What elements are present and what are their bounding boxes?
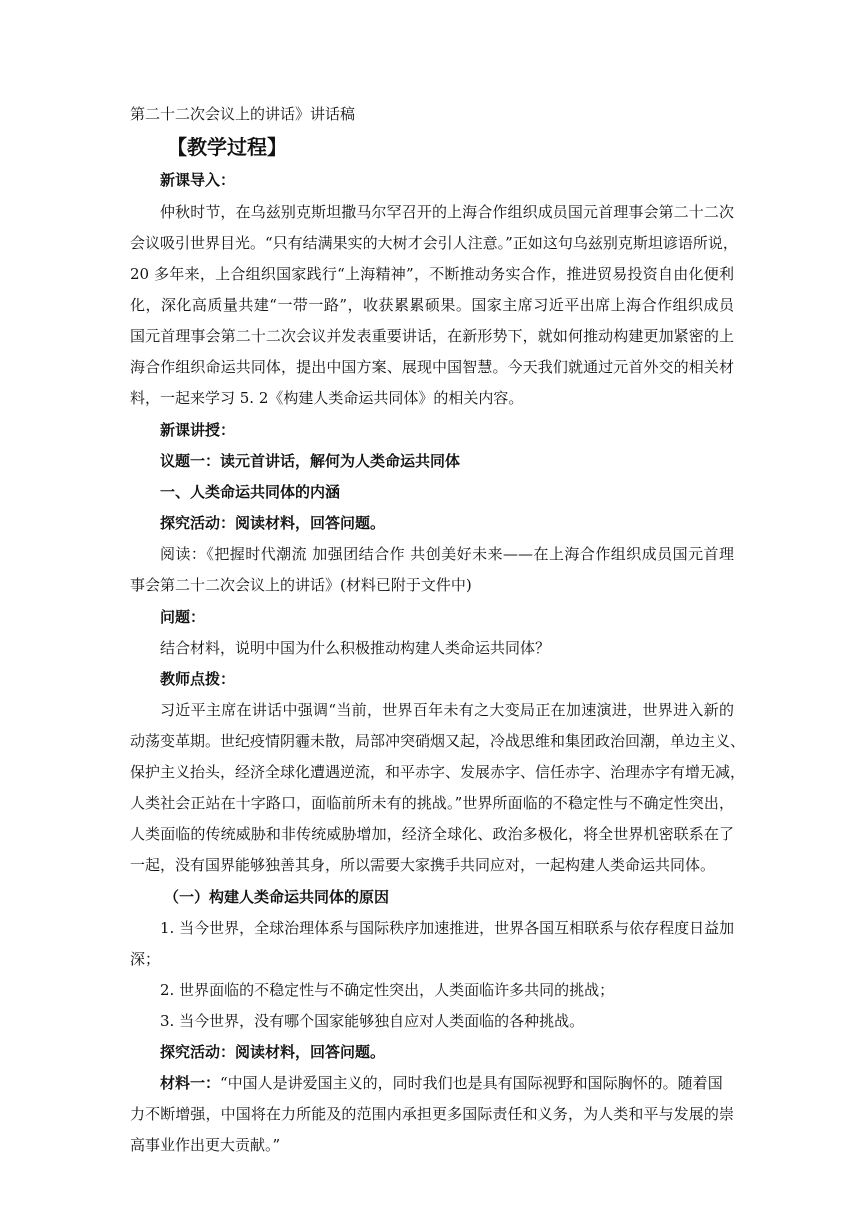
paragraph-line: 动荡变革期。世纪疫情阴霾未散，局部冲突硝烟又起，冷战思维和集团政治回潮，单边主义、 [130,732,746,750]
subheading: 新课讲授： [160,421,236,439]
paragraph-line: 保护主义抬头，经济全球化遭遇逆流，和平赤字、发展赤字、信任赤字、治理赤字有增无减， [130,763,746,781]
paragraph-line: 料，一起来学习 5. 2《构建人类命运共同体》的相关内容。 [130,389,524,407]
document-page [130,0,746,1216]
activity-heading: 探究活动：阅读材料，回答问题。 [160,1043,386,1061]
list-item: 3. 当今世界，没有哪个国家能够独自应对人类面临的各种挑战。 [160,1012,585,1030]
list-item-continuation: 深； [130,950,161,968]
material-label: 材料一： [160,1074,221,1092]
subheading: 新课导入： [160,171,236,189]
material-text: “中国人是讲爱国主义的，同时我们也是具有国际视野和国际胸怀的。随着国 [220,1074,723,1092]
section-heading-one: 一、人类命运共同体的内涵 [160,483,341,501]
paragraph-line: 高事业作出更大贡献。” [130,1136,281,1154]
paragraph-line: 人类面临的传统威胁和非传统威胁增加，经济全球化、政治多极化，将全世界机密联系在了 [130,825,734,843]
paragraph-line: 国元首理事会第二十二次会议并发表重要讲话，在新形势下，就如何推动构建更加紧密的上 [130,327,734,345]
question-label: 问题： [160,608,206,626]
paragraph-line: 阅读：《把握时代潮流 加强团结合作 共创美好未来——在上海合作组织成员国元首理 [160,545,734,563]
activity-heading: 探究活动：阅读材料，回答问题。 [160,514,386,532]
section-heading: 【教学过程】 [167,135,287,159]
text-line: 第二十二次会议上的讲话》讲话稿 [130,105,356,123]
paragraph-line: 海合作组织命运共同体，提出中国方案、展现中国智慧。今天我们就通过元首外交的相关材 [130,358,734,376]
material-line [160,1073,723,1093]
paragraph-line: 事会第二十二次会议上的讲话》(材料已附于文件中) [130,576,472,594]
list-item: 2. 世界面临的不稳定性与不确定性突出，人类面临许多共同的挑战； [160,981,615,999]
question-text: 结合材料，说明中国为什么积极推动构建人类命运共同体？ [160,639,551,657]
paragraph-line: 20 多年来，上合组织国家践行“上海精神”，不断推动务实合作，推进贸易投资自由化便利 [130,265,734,283]
subsection-heading: （一）构建人类命运共同体的原因 [164,888,390,906]
paragraph-line: 习近平主席在讲话中强调“当前，世界百年未有之大变局正在加速演进，世界进入新的 [160,701,734,719]
topic-heading: 议题一：读元首讲话，解何为人类命运共同体 [160,452,461,470]
paragraph-line: 人类社会正站在十字路口，面临前所未有的挑战。”世界所面临的不稳定性与不确定性突出， [130,794,734,812]
paragraph-line: 化，深化高质量共建“一带一路”，收获累累硕果。国家主席习近平出席上海合作组织成员 [130,296,734,314]
list-item: 1. 当今世界，全球治理体系与国际秩序加速推进，世界各国互相联系与依存程度日益加 [160,919,735,937]
paragraph-line: 仲秋时节，在乌兹别克斯坦撒马尔罕召开的上海合作组织成员国元首理事会第二十二次 [160,203,734,221]
paragraph-line: 力不断增强，中国将在力所能及的范围内承担更多国际责任和义务，为人类和平与发展的崇 [130,1105,734,1123]
teacher-tip-label: 教师点拨： [160,670,236,688]
paragraph-line: 会议吸引世界目光。“只有结满果实的大树才会引人注意。”正如这句乌兹别克斯坦谚语所说， [130,234,738,252]
paragraph-line: 一起，没有国界能够独善其身，所以需要大家携手共同应对，一起构建人类命运共同体。 [130,856,716,874]
